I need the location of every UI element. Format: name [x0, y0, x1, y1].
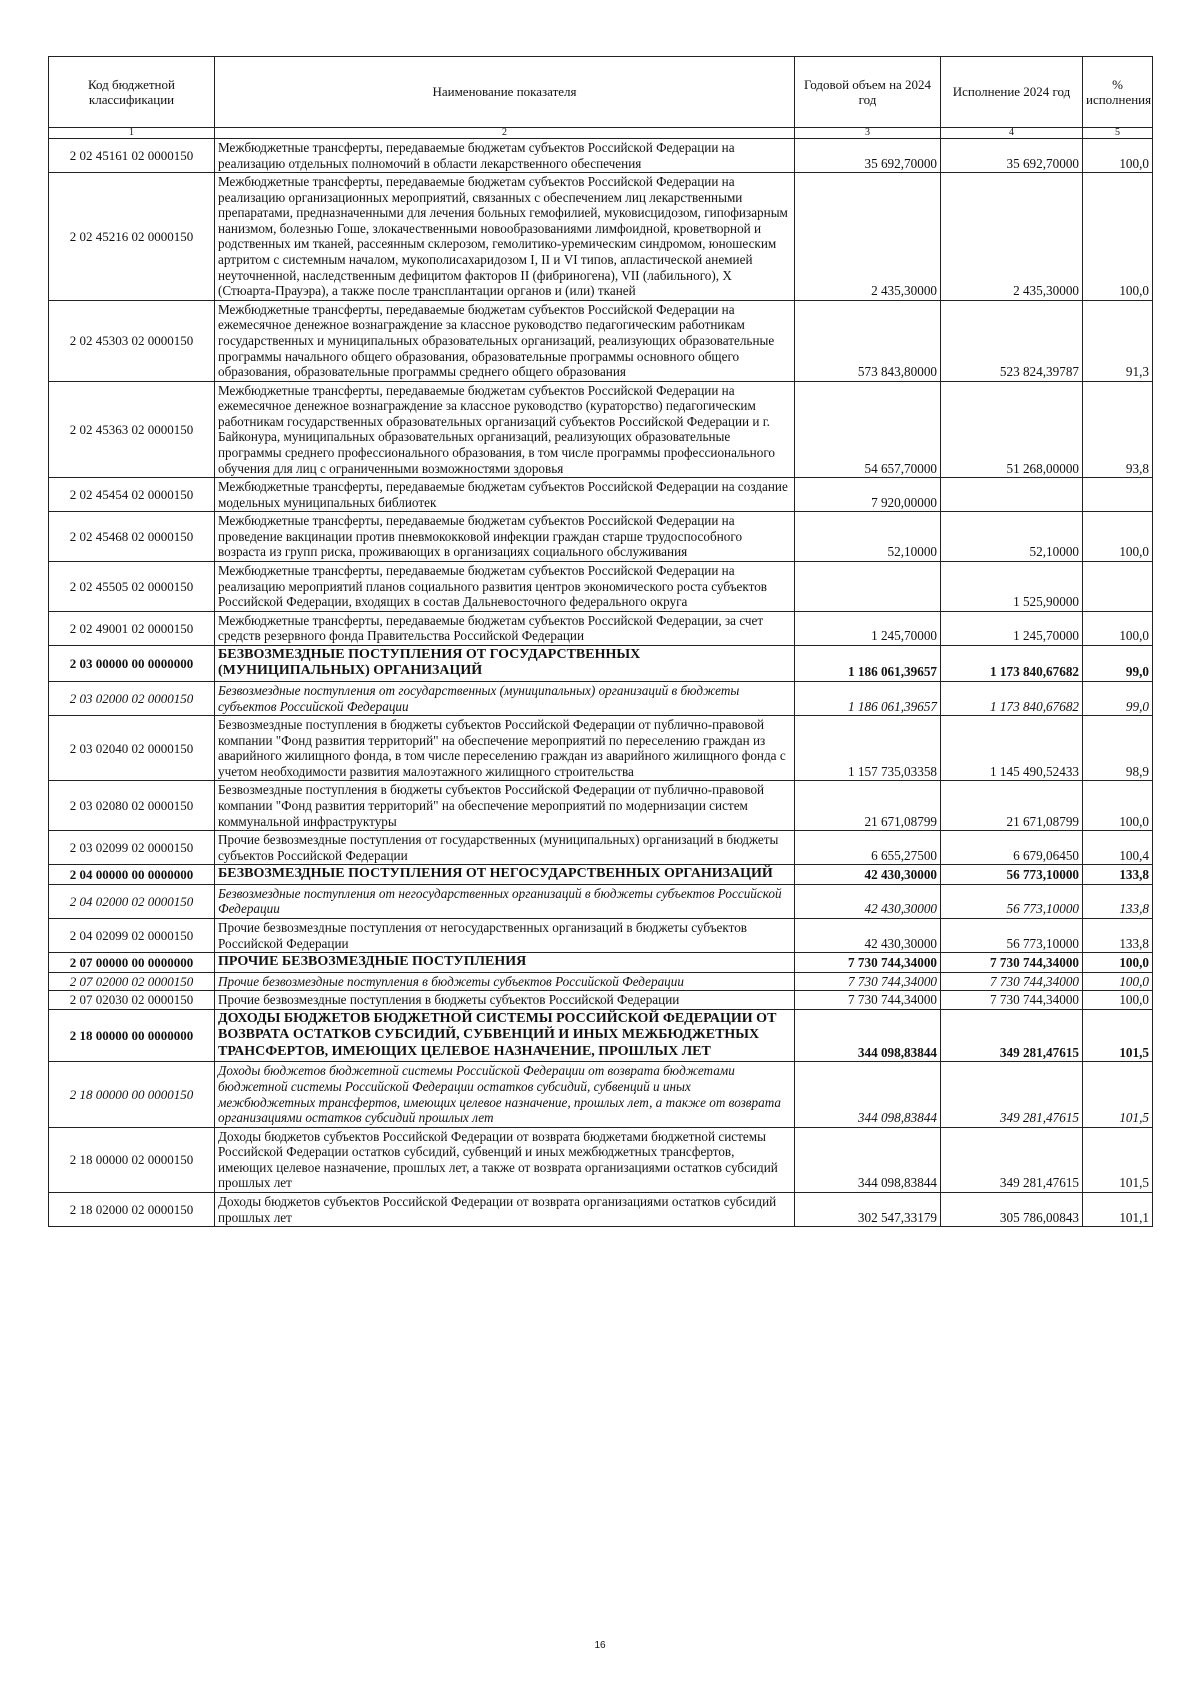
annual-volume-cell: 21 671,08799: [795, 781, 941, 831]
execution-percent-cell: 100,0: [1083, 972, 1153, 991]
column-number-4: 4: [941, 128, 1083, 139]
indicator-name-cell: Межбюджетные трансферты, передаваемые бюджетам субъектов Российской Федерации на реализацию мероприятий планов социального развития центров экономического роста субъектов Российской Федерации, входящих в состав Дальневосточного федерального округа: [215, 562, 795, 612]
execution-cell: 7 730 744,34000: [941, 953, 1083, 973]
table-row: [49, 1192, 1153, 1226]
indicator-name-cell: ПРОЧИЕ БЕЗВОЗМЕЗДНЫЕ ПОСТУПЛЕНИЯ: [215, 953, 795, 973]
table-row: [49, 716, 1153, 781]
annual-volume-cell: 344 098,83844: [795, 1062, 941, 1127]
annual-volume-cell: 2 435,30000: [795, 173, 941, 301]
budget-code-cell: 2 04 02099 02 0000150: [49, 918, 215, 952]
table-row: [49, 991, 1153, 1010]
table-row: [49, 1009, 1153, 1062]
budget-code-cell: 2 03 00000 00 0000000: [49, 645, 215, 681]
annual-volume-cell: 1 186 061,39657: [795, 681, 941, 715]
annual-volume-cell: 302 547,33179: [795, 1192, 941, 1226]
annual-volume-cell: 42 430,30000: [795, 865, 941, 885]
budget-code-cell: 2 18 00000 00 0000000: [49, 1009, 215, 1062]
execution-cell: 7 730 744,34000: [941, 972, 1083, 991]
execution-percent-cell: 101,1: [1083, 1192, 1153, 1226]
table-row: [49, 1127, 1153, 1192]
annual-volume-cell: 1 157 735,03358: [795, 716, 941, 781]
execution-cell: 1 245,70000: [941, 611, 1083, 645]
execution-percent-cell: [1083, 478, 1153, 512]
execution-percent-cell: 100,0: [1083, 512, 1153, 562]
execution-cell: 2 435,30000: [941, 173, 1083, 301]
budget-revenue-table: [48, 56, 1153, 1227]
budget-code-cell: 2 03 02000 02 0000150: [49, 681, 215, 715]
table-row: [49, 681, 1153, 715]
indicator-name-cell: Межбюджетные трансферты, передаваемые бюджетам субъектов Российской Федерации на ежемесячное денежное вознаграждение за классное руководство (кураторство) педагогическим работникам государственных образовательных организаций субъектов Российской Федерации и г. Байконура, муниципальных образовательных организаций, реализующих образовательные программы среднего профессионального образования, в том числе программы профессионального обучения для лиц с ограниченными возможностями здоровья: [215, 381, 795, 477]
table-row: [49, 645, 1153, 681]
annual-volume-cell: 42 430,30000: [795, 918, 941, 952]
budget-code-cell: 2 07 02000 02 0000150: [49, 972, 215, 991]
indicator-name-cell: БЕЗВОЗМЕЗДНЫЕ ПОСТУПЛЕНИЯ ОТ НЕГОСУДАРСТВЕННЫХ ОРГАНИЗАЦИЙ: [215, 865, 795, 885]
header-execution-percent: % исполнения: [1083, 57, 1153, 128]
annual-volume-cell: 7 730 744,34000: [795, 972, 941, 991]
indicator-name-cell: БЕЗВОЗМЕЗДНЫЕ ПОСТУПЛЕНИЯ ОТ ГОСУДАРСТВЕННЫХ (МУНИЦИПАЛЬНЫХ) ОРГАНИЗАЦИЙ: [215, 645, 795, 681]
header-indicator-name: Наименование показателя: [215, 57, 795, 128]
execution-cell: 56 773,10000: [941, 865, 1083, 885]
execution-percent-cell: 100,0: [1083, 991, 1153, 1010]
indicator-name-cell: Прочие безвозмездные поступления от государственных (муниципальных) организаций в бюджеты субъектов Российской Федерации: [215, 831, 795, 865]
indicator-name-cell: Межбюджетные трансферты, передаваемые бюджетам субъектов Российской Федерации на реализацию отдельных полномочий в области лекарственного обеспечения: [215, 139, 795, 173]
budget-code-cell: 2 07 02030 02 0000150: [49, 991, 215, 1010]
budget-code-cell: 2 02 45216 02 0000150: [49, 173, 215, 301]
indicator-name-cell: Доходы бюджетов бюджетной системы Российской Федерации от возврата бюджетами бюджетной системы Российской Федерации остатков субсидий, субвенций и иных межбюджетных трансфертов, имеющих целевое назначение, прошлых лет, а также от возврата организациями остатков субсидий прошлых лет: [215, 1062, 795, 1127]
column-number-3: 3: [795, 128, 941, 139]
execution-cell: 1 173 840,67682: [941, 681, 1083, 715]
execution-percent-cell: 93,8: [1083, 381, 1153, 477]
execution-percent-cell: 99,0: [1083, 681, 1153, 715]
table-row: [49, 381, 1153, 477]
annual-volume-cell: 1 186 061,39657: [795, 645, 941, 681]
execution-percent-cell: 91,3: [1083, 300, 1153, 381]
indicator-name-cell: Безвозмездные поступления от государственных (муниципальных) организаций в бюджеты субъектов Российской Федерации: [215, 681, 795, 715]
table-row: [49, 1062, 1153, 1127]
execution-percent-cell: 100,0: [1083, 781, 1153, 831]
indicator-name-cell: Прочие безвозмездные поступления в бюджеты субъектов Российской Федерации: [215, 991, 795, 1010]
table-row: [49, 972, 1153, 991]
budget-code-cell: 2 03 02040 02 0000150: [49, 716, 215, 781]
indicator-name-cell: Безвозмездные поступления от негосударственных организаций в бюджеты субъектов Российской Федерации: [215, 884, 795, 918]
table-row: [49, 918, 1153, 952]
indicator-name-cell: Межбюджетные трансферты, передаваемые бюджетам субъектов Российской Федерации, за счет средств резервного фонда Правительства Российской Федерации: [215, 611, 795, 645]
annual-volume-cell: 7 730 744,34000: [795, 953, 941, 973]
budget-code-cell: 2 03 02080 02 0000150: [49, 781, 215, 831]
execution-cell: 21 671,08799: [941, 781, 1083, 831]
annual-volume-cell: 573 843,80000: [795, 300, 941, 381]
indicator-name-cell: ДОХОДЫ БЮДЖЕТОВ БЮДЖЕТНОЙ СИСТЕМЫ РОССИЙСКОЙ ФЕДЕРАЦИИ ОТ ВОЗВРАТА ОСТАТКОВ СУБСИДИЙ, СУБВЕНЦИЙ И ИНЫХ МЕЖБЮДЖЕТНЫХ ТРАНСФЕРТОВ, ИМЕЮЩИХ ЦЕЛЕВОЕ НАЗНАЧЕНИЕ, ПРОШЛЫХ ЛЕТ: [215, 1009, 795, 1062]
execution-percent-cell: 100,4: [1083, 831, 1153, 865]
execution-cell: 349 281,47615: [941, 1127, 1083, 1192]
annual-volume-cell: 7 920,00000: [795, 478, 941, 512]
budget-code-cell: 2 02 49001 02 0000150: [49, 611, 215, 645]
budget-code-cell: 2 04 02000 02 0000150: [49, 884, 215, 918]
execution-cell: 51 268,00000: [941, 381, 1083, 477]
header-budget-code: Код бюджетной классификации: [49, 57, 215, 128]
indicator-name-cell: Межбюджетные трансферты, передаваемые бюджетам субъектов Российской Федерации на создание модельных муниципальных библиотек: [215, 478, 795, 512]
execution-percent-cell: 133,8: [1083, 918, 1153, 952]
execution-cell: 35 692,70000: [941, 139, 1083, 173]
table-row: [49, 562, 1153, 612]
budget-code-cell: 2 18 02000 02 0000150: [49, 1192, 215, 1226]
annual-volume-cell: 344 098,83844: [795, 1127, 941, 1192]
execution-cell: 56 773,10000: [941, 884, 1083, 918]
indicator-name-cell: Межбюджетные трансферты, передаваемые бюджетам субъектов Российской Федерации на реализацию организационных мероприятий, связанных с обеспечением лиц лекарственными препаратами, предназначенными для лечения больных гемофилией, муковисцидозом, гипофизарным нанизмом, болезнью Гоше, злокачественными новообразованиями лимфоидной, кроветворной и родственных им тканей, рассеянным склерозом, гемолитико-уремическим синдромом, юношеским артритом с системным началом, мукополисахаридозом I, II и VI типов, апластической анемией неуточненной, наследственным дефицитом факторов II (фибриногена), VII (лабильного), X (Стюарта-Прауэра), а также после трансплантации органов и (или) тканей: [215, 173, 795, 301]
execution-percent-cell: 100,0: [1083, 173, 1153, 301]
column-number-2: 2: [215, 128, 795, 139]
table-row: [49, 884, 1153, 918]
budget-code-cell: 2 02 45303 02 0000150: [49, 300, 215, 381]
header-annual-volume: Годовой объем на 2024 год: [795, 57, 941, 128]
execution-percent-cell: [1083, 562, 1153, 612]
execution-cell: 1 525,90000: [941, 562, 1083, 612]
indicator-name-cell: Прочие безвозмездные поступления от негосударственных организаций в бюджеты субъектов Российской Федерации: [215, 918, 795, 952]
table-row: [49, 300, 1153, 381]
table-row: [49, 139, 1153, 173]
budget-code-cell: 2 18 00000 02 0000150: [49, 1127, 215, 1192]
execution-percent-cell: 100,0: [1083, 611, 1153, 645]
execution-percent-cell: 101,5: [1083, 1127, 1153, 1192]
indicator-name-cell: Безвозмездные поступления в бюджеты субъектов Российской Федерации от публично-правовой компании "Фонд развития территорий" на обеспечение мероприятий по переселению граждан из аварийного жилищного фонда, в том числе переселению граждан из аварийного жилищного фонда с учетом необходимости развития малоэтажного жилищного строительства: [215, 716, 795, 781]
execution-cell: 1 173 840,67682: [941, 645, 1083, 681]
annual-volume-cell: [795, 562, 941, 612]
table-row: [49, 478, 1153, 512]
execution-cell: 52,10000: [941, 512, 1083, 562]
budget-code-cell: 2 02 45363 02 0000150: [49, 381, 215, 477]
annual-volume-cell: 7 730 744,34000: [795, 991, 941, 1010]
execution-cell: 56 773,10000: [941, 918, 1083, 952]
table-row: [49, 831, 1153, 865]
header-execution: Исполнение 2024 год: [941, 57, 1083, 128]
table-row: [49, 953, 1153, 973]
budget-code-cell: 2 02 45505 02 0000150: [49, 562, 215, 612]
budget-code-cell: 2 02 45161 02 0000150: [49, 139, 215, 173]
execution-cell: [941, 478, 1083, 512]
annual-volume-cell: 52,10000: [795, 512, 941, 562]
table-row: [49, 512, 1153, 562]
indicator-name-cell: Межбюджетные трансферты, передаваемые бюджетам субъектов Российской Федерации на проведение вакцинации против пневмококковой инфекции граждан старше трудоспособного возраста из групп риска, проживающих в организациях социального обслуживания: [215, 512, 795, 562]
budget-code-cell: 2 02 45468 02 0000150: [49, 512, 215, 562]
table-row: [49, 781, 1153, 831]
indicator-name-cell: Межбюджетные трансферты, передаваемые бюджетам субъектов Российской Федерации на ежемесячное денежное вознаграждение за классное руководство педагогическим работникам государственных и муниципальных образовательных организаций, реализующих образовательные программы начального общего образования, образовательные программы основного общего образования, образовательные программы среднего общего образования: [215, 300, 795, 381]
execution-percent-cell: 101,5: [1083, 1009, 1153, 1062]
table-row: [49, 865, 1153, 885]
execution-percent-cell: 99,0: [1083, 645, 1153, 681]
page-number: 16: [594, 1640, 606, 1651]
execution-cell: 7 730 744,34000: [941, 991, 1083, 1010]
column-number-1: 1: [49, 128, 215, 139]
budget-code-cell: 2 02 45454 02 0000150: [49, 478, 215, 512]
budget-code-cell: 2 18 00000 00 0000150: [49, 1062, 215, 1127]
execution-cell: 1 145 490,52433: [941, 716, 1083, 781]
execution-percent-cell: 100,0: [1083, 953, 1153, 973]
execution-percent-cell: 98,9: [1083, 716, 1153, 781]
annual-volume-cell: 1 245,70000: [795, 611, 941, 645]
execution-cell: 349 281,47615: [941, 1009, 1083, 1062]
execution-percent-cell: 133,8: [1083, 865, 1153, 885]
execution-cell: 349 281,47615: [941, 1062, 1083, 1127]
annual-volume-cell: 344 098,83844: [795, 1009, 941, 1062]
execution-percent-cell: 100,0: [1083, 139, 1153, 173]
budget-code-cell: 2 03 02099 02 0000150: [49, 831, 215, 865]
annual-volume-cell: 6 655,27500: [795, 831, 941, 865]
execution-cell: 523 824,39787: [941, 300, 1083, 381]
column-number-5: 5: [1083, 128, 1153, 139]
execution-cell: 6 679,06450: [941, 831, 1083, 865]
annual-volume-cell: 54 657,70000: [795, 381, 941, 477]
execution-percent-cell: 133,8: [1083, 884, 1153, 918]
table-row: [49, 173, 1153, 301]
indicator-name-cell: Доходы бюджетов субъектов Российской Федерации от возврата организациями остатков субсидий прошлых лет: [215, 1192, 795, 1226]
indicator-name-cell: Безвозмездные поступления в бюджеты субъектов Российской Федерации от публично-правовой компании "Фонд развития территорий" на обеспечение мероприятий по модернизации систем коммунальной инфраструктуры: [215, 781, 795, 831]
table-header: [49, 57, 1153, 139]
table-row: [49, 611, 1153, 645]
budget-code-cell: 2 04 00000 00 0000000: [49, 865, 215, 885]
indicator-name-cell: Прочие безвозмездные поступления в бюджеты субъектов Российской Федерации: [215, 972, 795, 991]
budget-code-cell: 2 07 00000 00 0000000: [49, 953, 215, 973]
annual-volume-cell: 42 430,30000: [795, 884, 941, 918]
annual-volume-cell: 35 692,70000: [795, 139, 941, 173]
execution-cell: 305 786,00843: [941, 1192, 1083, 1226]
indicator-name-cell: Доходы бюджетов субъектов Российской Федерации от возврата бюджетами бюджетной системы Российской Федерации остатков субсидий, субвенций и иных межбюджетных трансфертов, имеющих целевое назначение, прошлых лет, а также от возврата организациями остатков субсидий прошлых лет: [215, 1127, 795, 1192]
execution-percent-cell: 101,5: [1083, 1062, 1153, 1127]
table-body: [49, 139, 1153, 1227]
